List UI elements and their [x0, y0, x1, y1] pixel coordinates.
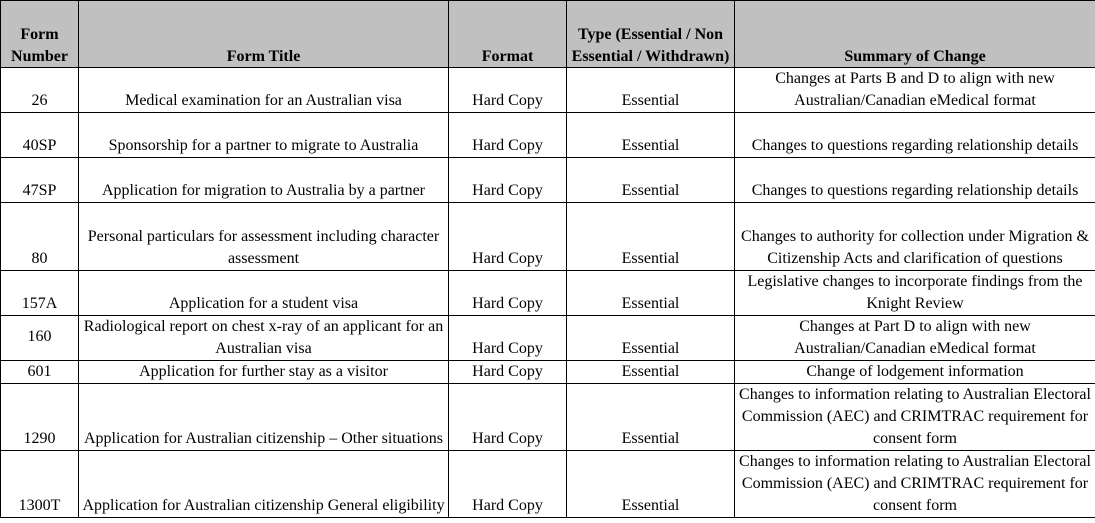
form-title-cell: Application for migration to Australia by a partner [79, 158, 449, 203]
format-cell: Hard Copy [449, 158, 567, 203]
type-cell: Essential [567, 316, 735, 361]
form-number-cell: 601 [1, 361, 79, 384]
summary-cell: Changes to information relating to Australian Electoral Commission (AEC) and CRIMTRAC requirement for consent form [735, 384, 1095, 451]
form-title-cell: Sponsorship for a partner to migrate to Australia [79, 113, 449, 158]
type-cell: Essential [567, 384, 735, 451]
form-number-cell: 157A [1, 271, 79, 316]
header-form-title: Form Title [79, 1, 449, 68]
type-cell: Essential [567, 68, 735, 113]
table-row [1, 384, 1095, 451]
header-type: Type (Essential / Non Essential / Withdrawn) [567, 1, 735, 68]
format-cell: Hard Copy [449, 316, 567, 361]
format-cell: Hard Copy [449, 361, 567, 384]
table-row [1, 316, 1095, 361]
summary-cell: Changes to information relating to Australian Electoral Commission (AEC) and CRIMTRAC requirement for consent form [735, 451, 1095, 518]
format-cell: Hard Copy [449, 271, 567, 316]
form-number-cell: 47SP [1, 158, 79, 203]
type-cell: Essential [567, 271, 735, 316]
type-cell: Essential [567, 113, 735, 158]
summary-cell: Changes to questions regarding relationship details [735, 113, 1095, 158]
type-cell: Essential [567, 361, 735, 384]
table-row [1, 68, 1095, 113]
form-number-cell: 1300T [1, 451, 79, 518]
summary-cell: Changes to questions regarding relationship details [735, 158, 1095, 203]
format-cell: Hard Copy [449, 451, 567, 518]
form-title-cell: Application for Australian citizenship General eligibility [79, 451, 449, 518]
header-format: Format [449, 1, 567, 68]
table-row [1, 158, 1095, 203]
form-title-cell: Application for Australian citizenship – Other situations [79, 384, 449, 451]
header-summary: Summary of Change [735, 1, 1095, 68]
format-cell: Hard Copy [449, 384, 567, 451]
table-row [1, 361, 1095, 384]
table-row [1, 203, 1095, 271]
form-number-cell: 1290 [1, 384, 79, 451]
type-cell: Essential [567, 203, 735, 271]
format-cell: Hard Copy [449, 203, 567, 271]
summary-cell: Changes at Parts B and D to align with new Australian/Canadian eMedical format [735, 68, 1095, 113]
summary-cell: Legislative changes to incorporate findings from the Knight Review [735, 271, 1095, 316]
summary-cell: Change of lodgement information [735, 361, 1095, 384]
type-cell: Essential [567, 158, 735, 203]
form-title-cell: Medical examination for an Australian visa [79, 68, 449, 113]
summary-cell: Changes to authority for collection under Migration & Citizenship Acts and clarification of questions [735, 203, 1095, 271]
form-title-cell: Application for further stay as a visitor [79, 361, 449, 384]
form-number-cell: 26 [1, 68, 79, 113]
table-row [1, 271, 1095, 316]
form-title-cell: Application for a student visa [79, 271, 449, 316]
header-row [1, 1, 1095, 68]
summary-cell: Changes at Part D to align with new Australian/Canadian eMedical format [735, 316, 1095, 361]
format-cell: Hard Copy [449, 113, 567, 158]
form-number-cell: 80 [1, 203, 79, 271]
table-row [1, 451, 1095, 518]
form-title-cell: Radiological report on chest x-ray of an applicant for an Australian visa [79, 316, 449, 361]
format-cell: Hard Copy [449, 68, 567, 113]
form-number-cell: 160 [1, 316, 79, 361]
type-cell: Essential [567, 451, 735, 518]
table-row [1, 113, 1095, 158]
header-form-number: Form Number [1, 1, 79, 68]
form-number-cell: 40SP [1, 113, 79, 158]
form-title-cell: Personal particulars for assessment including character assessment [79, 203, 449, 271]
